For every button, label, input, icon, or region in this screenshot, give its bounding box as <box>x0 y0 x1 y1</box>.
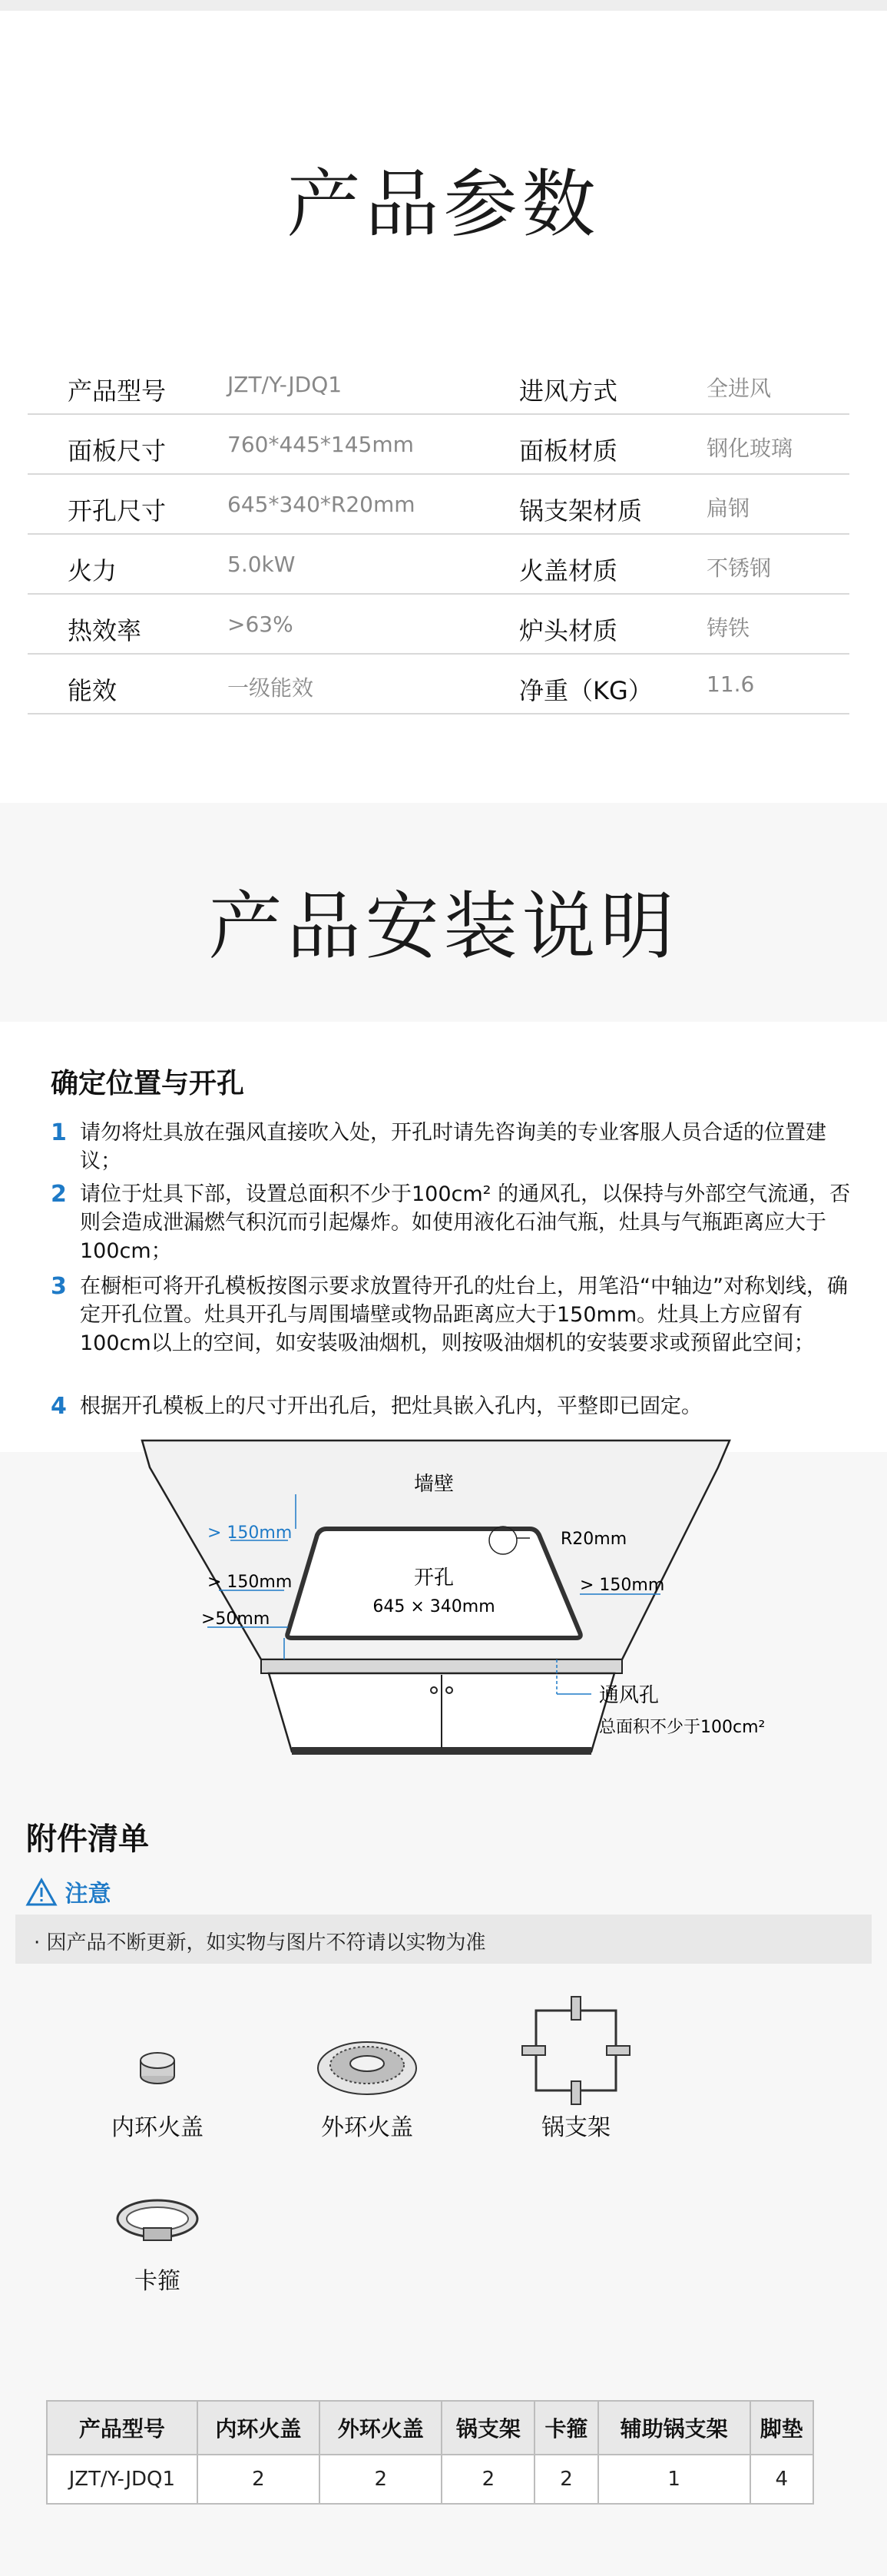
table-header: 产品型号 <box>47 2401 197 2455</box>
table-header: 外环火盖 <box>319 2401 442 2455</box>
step-text: 请勿将灶具放在强风直接吹入处，开孔时请先咨询美的专业客服人员合适的位置建议； <box>80 1121 826 1173</box>
spec-label: 火盖材质 <box>519 556 618 585</box>
note-heading <box>26 1875 111 1908</box>
pot-support-icon <box>491 1994 660 2105</box>
bottom-gap-label: >50mm <box>201 1610 270 1629</box>
spec-value: 不锈钢 <box>707 555 772 581</box>
step-number: 1 <box>51 1119 67 1146</box>
accessory-item <box>73 2174 242 2296</box>
spec-value: 扁钢 <box>707 496 750 521</box>
wall-label: 墙壁 <box>413 1473 455 1496</box>
install-step <box>51 1392 857 1421</box>
spec-label: 热效率 <box>68 616 142 645</box>
install-step <box>51 1119 857 1175</box>
table-header: 内环火盖 <box>197 2401 319 2455</box>
table-header-row <box>47 2401 813 2455</box>
accessory-table <box>46 2400 814 2505</box>
note-bar <box>15 1915 872 1964</box>
step-text: 请位于灶具下部，设置总面积不少于100cm² 的通风孔，以保持与外部空气流通，否则会造成泄漏燃气积沉而引起爆炸。如使用液化石油气瓶，灶具与气瓶距离应大于100cm； <box>80 1182 851 1263</box>
top-bar <box>0 0 887 11</box>
installation-diagram <box>131 1437 766 1767</box>
step-number: 4 <box>51 1393 67 1420</box>
install-section-title: 确定位置与开孔 <box>51 1068 245 1099</box>
table-cell: 4 <box>750 2455 813 2504</box>
spec-row <box>28 415 849 475</box>
vent-label: 通风孔 <box>599 1684 660 1707</box>
spec-label: 面板尺寸 <box>68 436 167 466</box>
spec-value: >63% <box>227 612 293 637</box>
step-number: 2 <box>51 1181 67 1208</box>
spec-value: 5.0kW <box>227 552 296 577</box>
step-text: 在橱柜可将开孔模板按图示要求放置待开孔的灶台上，用笔沿“中轴边”对称划线，确定开孔位置。灶具开孔与周围墙壁或物品距离应大于150mm。灶具上方应留有100cm以上的空间，如安装吸油烟机，则按吸油烟机的安装要求或预留此空间； <box>80 1275 848 1355</box>
spec-value: 一级能效 <box>227 675 314 701</box>
outer-fire-cap-icon <box>283 2013 452 2105</box>
step-number: 3 <box>51 1273 67 1300</box>
hole-label: 开孔 <box>413 1566 455 1590</box>
install-step <box>51 1272 857 1358</box>
accessories-title: 附件清单 <box>26 1822 149 1857</box>
spec-row <box>28 355 849 415</box>
spec-value: 760*445*145mm <box>227 432 414 457</box>
table-row <box>47 2455 813 2504</box>
spec-row <box>28 535 849 595</box>
table-cell: 2 <box>442 2455 535 2504</box>
countertop-edge <box>261 1659 622 1673</box>
left-gap-label: > 150mm <box>207 1573 293 1592</box>
step-text: 根据开孔模板上的尺寸开出孔后，把灶具嵌入孔内，平整即已固定。 <box>80 1394 702 1418</box>
table-header: 卡箍 <box>535 2401 597 2455</box>
spec-value: 645*340*R20mm <box>227 492 415 517</box>
table-header: 辅助锅支架 <box>598 2401 750 2455</box>
spec-value: JZT/Y-JDQ1 <box>227 372 343 397</box>
accessory-item <box>73 2013 242 2142</box>
right-gap-label: > 150mm <box>580 1576 665 1595</box>
top-gap-label: > 150mm <box>207 1523 293 1543</box>
note-text: · 因产品不断更新，如实物与图片不符请以实物为准 <box>34 1931 486 1954</box>
spec-label: 炉头材质 <box>519 616 618 645</box>
vent-note-label: 总面积不少于100cm² <box>599 1718 766 1737</box>
table-cell: 1 <box>598 2455 750 2504</box>
accessory-item <box>491 1994 660 2142</box>
spec-label: 开孔尺寸 <box>68 496 167 525</box>
table-header: 锅支架 <box>442 2401 535 2455</box>
note-label: 注意 <box>65 1881 111 1908</box>
hole-size-label: 645 × 340mm <box>372 1597 495 1616</box>
spec-table <box>28 355 849 714</box>
accessory-name: 内环火盖 <box>111 2114 204 2141</box>
accessory-name: 外环火盖 <box>321 2114 413 2141</box>
spec-value: 钢化玻璃 <box>707 436 793 461</box>
clamp-icon <box>73 2174 242 2259</box>
inner-fire-cap-icon <box>73 2013 242 2105</box>
table-header: 脚垫 <box>750 2401 813 2455</box>
spec-value: 11.6 <box>707 671 755 697</box>
spec-label: 面板材质 <box>519 436 618 466</box>
accessory-item <box>283 2013 452 2142</box>
spec-label: 火力 <box>68 556 117 585</box>
install-step <box>51 1180 857 1265</box>
spec-value: 铸铁 <box>707 615 750 641</box>
spec-row <box>28 595 849 655</box>
accessory-name: 锅支架 <box>541 2114 611 2141</box>
spec-row <box>28 475 849 535</box>
spec-row <box>28 655 849 714</box>
spec-label: 锅支架材质 <box>519 496 643 525</box>
params-title: 产品参数 <box>286 161 601 247</box>
spec-label: 能效 <box>68 676 117 705</box>
radius-label: R20mm <box>561 1530 627 1549</box>
table-cell: 2 <box>197 2455 319 2504</box>
table-cell: 2 <box>319 2455 442 2504</box>
table-cell: 2 <box>535 2455 597 2504</box>
table-cell: JZT/Y-JDQ1 <box>47 2455 197 2504</box>
spec-label: 净重（KG） <box>519 676 653 705</box>
spec-label: 进风方式 <box>519 376 618 406</box>
accessory-name: 卡箍 <box>134 2268 180 2295</box>
spec-value: 全进风 <box>707 376 772 401</box>
warning-icon <box>26 1878 57 1906</box>
cabinet-base <box>292 1747 591 1755</box>
install-title: 产品安装说明 <box>208 884 679 970</box>
spec-label: 产品型号 <box>68 376 167 406</box>
